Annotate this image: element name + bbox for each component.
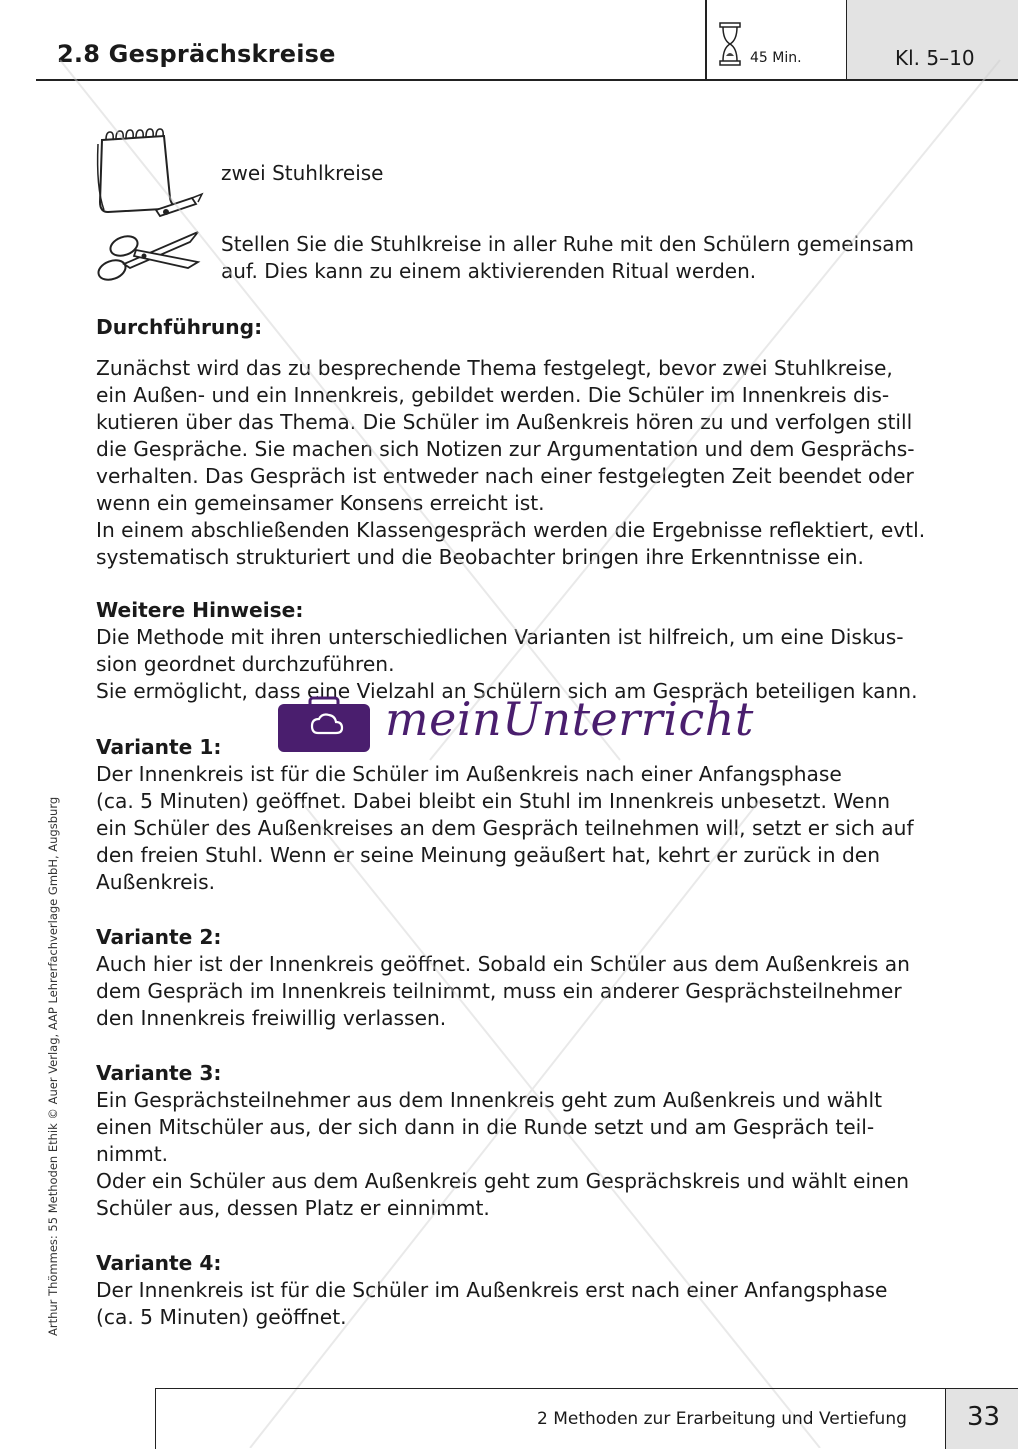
text-line: Oder ein Schüler aus dem Außenkreis geht zum Gesprächskreis und wählt einen [96,1169,910,1193]
briefcase-icon [276,696,372,754]
text-line: den freien Stuhl. Wenn er seine Meinung geäußert hat, kehrt er zurück in den [96,843,880,867]
section-variante-4 [96,1250,956,1331]
scissors-icon [94,222,204,288]
text-line: Schüler aus, dessen Platz er einnimmt. [96,1196,490,1220]
text-line: sion geordnet durchzuführen. [96,652,395,676]
text-line: Der Innenkreis ist für die Schüler im Außenkreis nach einer Anfangsphase [96,762,842,786]
text-line: die Gespräche. Sie machen sich Notizen zur Argumentation und dem Gesprächs- [96,437,915,461]
section-variante-3 [96,1060,956,1222]
grade-label: Kl. 5–10 [895,46,975,70]
text-line: Zunächst wird das zu besprechende Thema festgelegt, bevor zwei Stuhlkreise, [96,356,893,380]
text-line: (ca. 5 Minuten) geöffnet. Dabei bleibt ein Stuhl im Innenkreis unbesetzt. Wenn [96,789,891,813]
section-heading: Weitere Hinweise: [96,598,304,622]
text-line: dem Gespräch im Innenkreis teilnimmt, muss ein anderer Gesprächsteilnehmer [96,979,902,1003]
text-line: Die Methode mit ihren unterschiedlichen Varianten ist hilfreich, um eine Diskus- [96,625,904,649]
text-line: ein Schüler des Außenkreises an dem Gespräch teilnehmen will, setzt er sich auf [96,816,914,840]
section-heading: Variante 3: [96,1061,222,1085]
text-line: wenn ein gemeinsamer Konsens erreicht ist. [96,491,545,515]
section-durchfuehrung [96,314,956,571]
text-line: systematisch strukturiert und die Beobachter bringen ihre Erkenntnisse ein. [96,545,864,569]
section-heading: Variante 1: [96,735,222,759]
text-line: (ca. 5 Minuten) geöffnet. [96,1305,347,1329]
section-variante-1 [96,734,956,896]
duration-label: 45 Min. [750,50,802,66]
hourglass-icon [719,22,741,66]
side-credit: Arthur Thömmes: 55 Methoden Ethik © Auer Verlag, AAP Lehrerfachverlage GmbH, Augsburg [46,796,60,1336]
notepad-icon [94,128,206,220]
text-line: Ein Gesprächsteilnehmer aus dem Innenkreis geht zum Außenkreis und wählt [96,1088,883,1112]
text-line: kutieren über das Thema. Die Schüler im Außenkreis hören zu und verfolgen still [96,410,913,434]
header-rule [36,79,1018,81]
section-variante-2 [96,924,956,1032]
text-line: nimmt. [96,1142,169,1166]
page-title: 2.8 Gesprächskreise [57,40,336,68]
watermark-logo-text: meinUnterricht [385,692,754,746]
text-line: ein Außen- und ein Innenkreis, gebildet werden. Die Schüler im Innenkreis dis- [96,383,890,407]
header-divider [705,0,707,80]
text-line: In einem abschließenden Klassengespräch werden die Ergebnisse reflektiert, evtl. [96,518,926,542]
text-line: verhalten. Das Gespräch ist entweder nach einer festgelegten Zeit beendet oder [96,464,914,488]
page-header [0,0,1018,80]
footer-chapter: 2 Methoden zur Erarbeitung und Vertiefung [537,1409,907,1429]
page-number: 33 [967,1402,1001,1432]
section-heading: Durchführung: [96,315,263,339]
text-line: Auch hier ist der Innenkreis geöffnet. Sobald ein Schüler aus dem Außenkreis an [96,952,910,976]
text-line: Der Innenkreis ist für die Schüler im Außenkreis erst nach einer Anfangsphase [96,1278,888,1302]
section-hinweise [96,597,956,705]
text-line: Sie ermöglicht, dass eine Vielzahl an Schülern sich am Gespräch beteiligen kann. [96,679,918,703]
section-heading: Variante 4: [96,1251,222,1275]
prep-line: auf. Dies kann zu einem aktivierenden Ritual werden. [221,259,757,283]
text-line: Außenkreis. [96,870,216,894]
text-line: einen Mitschüler aus, der sich dann in die Runde setzt und am Gespräch teil- [96,1115,875,1139]
prep-line: Stellen Sie die Stuhlkreise in aller Ruhe mit den Schülern gemeinsam [221,232,914,256]
text-line: den Innenkreis freiwillig verlassen. [96,1006,447,1030]
materials-item: zwei Stuhlkreise [221,161,384,185]
section-heading: Variante 2: [96,925,222,949]
